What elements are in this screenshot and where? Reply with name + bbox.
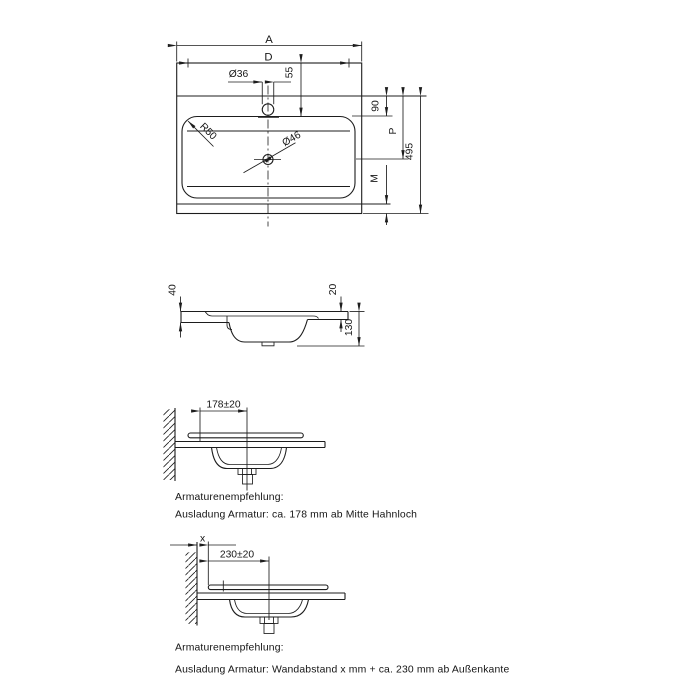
dim-rear-height bbox=[168, 284, 181, 337]
dim-495-label: 495 bbox=[404, 142, 416, 161]
dim-spout-reach-2 bbox=[208, 550, 269, 562]
drain-dia-callout bbox=[244, 130, 304, 173]
dim-a-label: A bbox=[265, 34, 273, 46]
plan-outline bbox=[177, 63, 362, 214]
wall-mount-view bbox=[164, 400, 326, 491]
dim-basin-depth bbox=[297, 312, 365, 347]
dim-tap-dia-label: Ø36 bbox=[228, 69, 249, 80]
recommendation-2-body: Ausladung Armatur: Wandabstand x mm + ca. 230 mm ab Außenkante bbox=[175, 664, 510, 676]
profile-view bbox=[168, 284, 365, 346]
dim-230-label: 230±20 bbox=[219, 549, 255, 561]
bowl-outer bbox=[212, 448, 287, 469]
dim-wall-gap bbox=[170, 534, 236, 546]
bowl-inner bbox=[217, 448, 282, 465]
corner-radius-callout bbox=[188, 121, 219, 147]
dim-20-label: 20 bbox=[328, 283, 339, 296]
wall-hatching-2 bbox=[186, 552, 198, 624]
plan-view bbox=[177, 34, 429, 227]
counter-view bbox=[170, 534, 345, 634]
profile-bowl bbox=[229, 320, 308, 343]
recommendation-1-title: Armaturenempfehlung: bbox=[175, 492, 284, 503]
bowl-inner-2 bbox=[235, 600, 303, 614]
dim-178-label: 178±20 bbox=[206, 399, 241, 411]
basin-rim-bar-2 bbox=[208, 585, 328, 590]
dim-drain-dia-label: Ø46 bbox=[280, 129, 303, 149]
dim-55-label: 55 bbox=[284, 66, 296, 79]
dim-front-offset bbox=[370, 165, 387, 225]
wall-hatching bbox=[164, 409, 176, 480]
dim-p-label: P bbox=[388, 127, 399, 135]
dim-inner-width bbox=[188, 52, 349, 68]
recommendation-1-body: Ausladung Armatur: ca. 178 mm ab Mitte Hahnloch bbox=[175, 509, 418, 521]
dim-r50-label: R50 bbox=[197, 121, 219, 143]
dim-40-label: 40 bbox=[167, 284, 179, 296]
dim-drain-distance bbox=[356, 96, 409, 159]
dim-x-label: x bbox=[200, 533, 206, 545]
dim-tap-offset bbox=[285, 63, 302, 117]
dim-m-label: M bbox=[369, 174, 381, 183]
profile-inner-rim bbox=[205, 312, 319, 319]
dim-d-label: D bbox=[264, 51, 273, 64]
recommendation-2-title: Armaturenempfehlung: bbox=[175, 642, 284, 654]
dim-spout-reach-1 bbox=[200, 400, 247, 412]
dim-front-height bbox=[328, 284, 341, 332]
basin-rim-bar bbox=[188, 433, 303, 438]
profile-drain-stub bbox=[262, 342, 274, 346]
dim-tap-hole-dia bbox=[228, 69, 291, 82]
dim-overall-depth bbox=[405, 96, 421, 214]
dim-90-label: 90 bbox=[370, 100, 382, 112]
dim-130-label: 130 bbox=[344, 318, 355, 337]
dim-rear-offset bbox=[352, 96, 393, 116]
